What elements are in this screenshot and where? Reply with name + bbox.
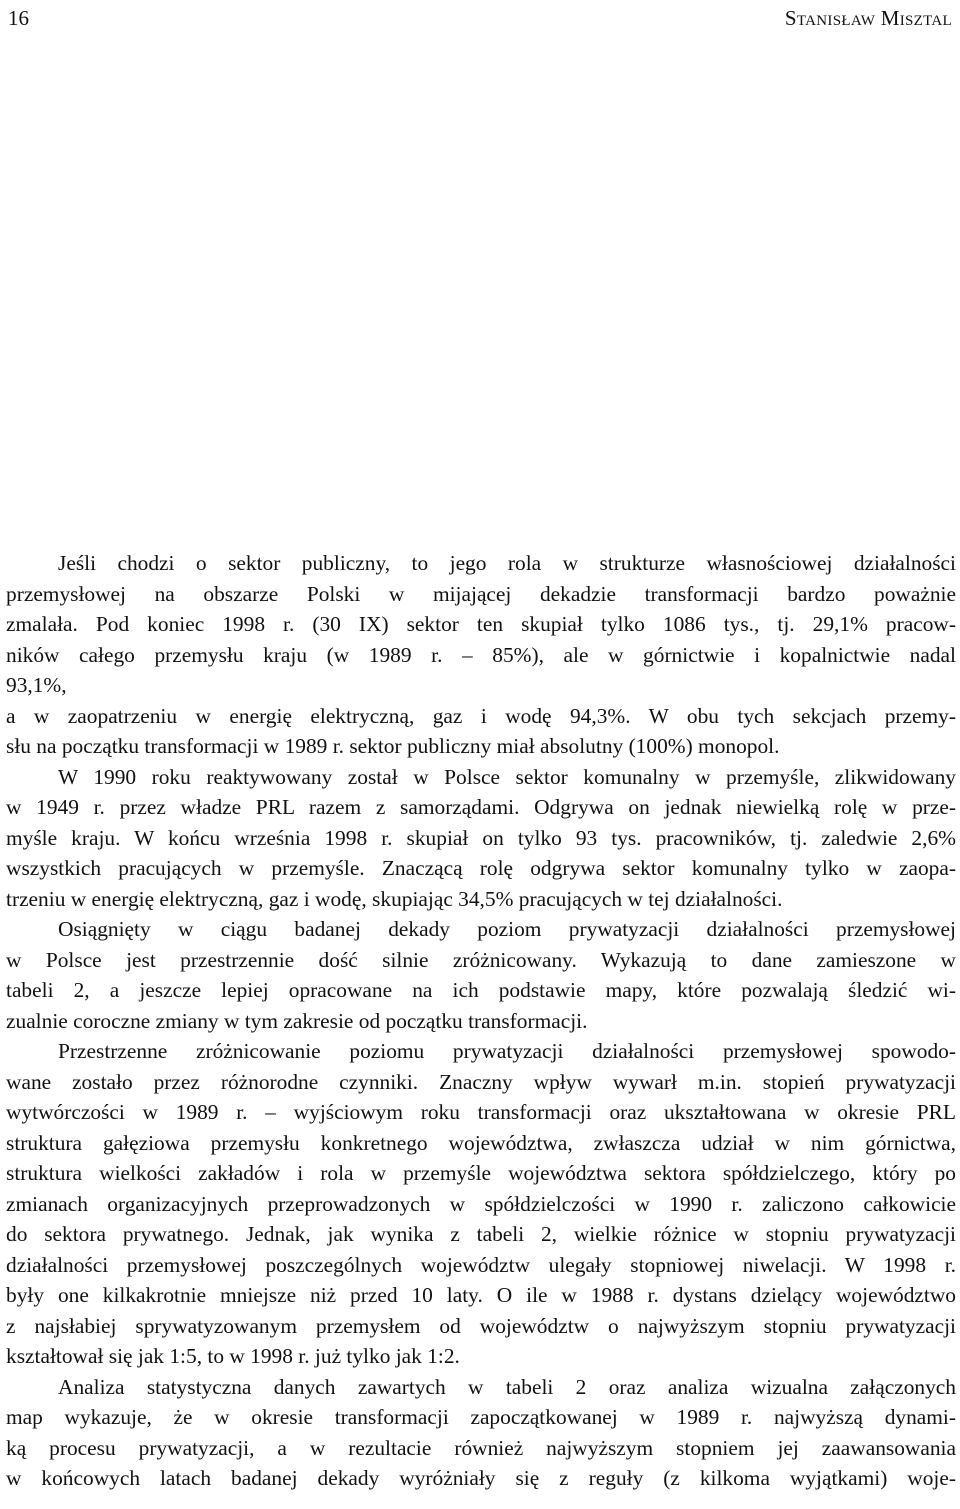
text-line: wane zostało przez różnorodne czynniki. Znaczny wpływ wywarł m.in. stopień prywatyzacji bbox=[6, 1069, 956, 1094]
text-line: trzeniu w energię elektryczną, gaz i wodę, skupiając 34,5% pracujących w tej działalności. bbox=[6, 886, 783, 911]
text-line: 93,1%, bbox=[6, 673, 67, 697]
text-line: działalności przemysłowej poszczególnych województw ulegały stopniowej niwelacji. W 1998 r. bbox=[6, 1252, 956, 1277]
text-line: zmalała. Pod koniec 1998 r. (30 IX) sektor ten skupiał tylko 1086 tys., tj. 29,1% pracow- bbox=[6, 612, 956, 636]
body-text bbox=[6, 548, 956, 1494]
text-line: z najsłabiej sprywatyzowanym przemysłem od województw o najwyższym stopniu prywatyzacji bbox=[6, 1313, 956, 1338]
running-head: Stanisław Misztal bbox=[784, 6, 952, 30]
text-line: kształtował się jak 1:5, to w 1998 r. już tylko jak 1:2. bbox=[6, 1344, 460, 1368]
text-line: tabeli 2, a jeszcze lepiej opracowane na ich podstawie mapy, które pozwalają śledzić wi- bbox=[6, 978, 956, 1002]
text-line: w Polsce jest przestrzennie dość silnie zróżnicowany. Wykazują to dane zamieszone w bbox=[6, 947, 956, 972]
text-line: zmianach organizacyjnych przeprowadzonych w spółdzielczości w 1990 r. zaliczono całkowicie bbox=[6, 1191, 956, 1216]
text-line: przemysłowej na obszarze Polski w mijającej dekadzie transformacji bardzo poważnie bbox=[6, 581, 956, 606]
text-line: Przestrzenne zróżnicowanie poziomu prywatyzacji działalności przemysłowej spowodo- bbox=[58, 1039, 956, 1063]
text-line: Analiza statystyczna danych zawartych w tabeli 2 oraz analiza wizualna załączonych bbox=[58, 1374, 956, 1399]
text-line: wszystkich pracujących w przemyśle. Znaczącą rolę odgrywa sektor komunalny tylko w zaopa- bbox=[6, 856, 956, 880]
text-line: a w zaopatrzeniu w energię elektryczną, gaz i wodę 94,3%. W obu tych sekcjach przemy- bbox=[6, 703, 956, 728]
text-line: w końcowych latach badanej dekady wyróżniały się z reguły (z kilkoma wyjątkami) woje- bbox=[6, 1466, 956, 1490]
text-line: Jeśli chodzi o sektor publiczny, to jego rola w strukturze własnościowej działalności bbox=[58, 551, 956, 575]
paragraph-communal-sector bbox=[6, 762, 956, 915]
text-line: ką procesu prywatyzacji, a w rezultacie również najwyższym stopniem jej zaawansowania bbox=[6, 1435, 956, 1460]
text-line: struktura wielkości zakładów i rola w przemyśle województwa sektora spółdzielczego, który po bbox=[6, 1161, 956, 1185]
page-header bbox=[8, 6, 952, 36]
text-line: słu na początku transformacji w 1989 r. sektor publiczny miał absolutny (100%) monopol. bbox=[6, 734, 780, 758]
paragraph-statistical-analysis bbox=[6, 1372, 956, 1494]
text-line: ników całego przemysłu kraju (w 1989 r. – 85%), ale w górnictwie i kopalnictwie nadal bbox=[6, 642, 956, 667]
paragraph-spatial-differentiation bbox=[6, 914, 956, 1036]
text-line: W 1990 roku reaktywowany został w Polsce sektor komunalny w przemyśle, zlikwidowany bbox=[58, 764, 956, 789]
paragraph-factors bbox=[6, 1036, 956, 1372]
text-line: zualnie coroczne zmiany w tym zakresie od początku transformacji. bbox=[6, 1008, 588, 1033]
text-line: były one kilkakrotnie mniejsze niż przed 10 laty. O ile w 1988 r. dystans dzielący województwo bbox=[6, 1283, 956, 1307]
text-line: w 1949 r. przez władze PRL razem z samorządami. Odgrywa on jednak niewielką rolę w prze- bbox=[6, 795, 956, 819]
text-line: Osiągnięty w ciągu badanej dekady poziom prywatyzacji działalności przemysłowej bbox=[58, 917, 956, 941]
text-line: do sektora prywatnego. Jednak, jak wynika z tabeli 2, wielkie różnice w stopniu prywatyzacji bbox=[6, 1222, 956, 1246]
text-line: map wykazuje, że w okresie transformacji zapoczątkowanej w 1989 r. najwyższą dynami- bbox=[6, 1405, 956, 1429]
text-line: myśle kraju. W końcu września 1998 r. skupiał on tylko 93 tys. pracowników, tj. zaledwie 2,6% bbox=[6, 825, 956, 850]
text-line: struktura gałęziowa przemysłu konkretnego województwa, zwłaszcza udział w nim górnictwa, bbox=[6, 1130, 956, 1155]
text-line: wytwórczości w 1989 r. – wyjściowym roku transformacji oraz ukształtowana w okresie PRL bbox=[6, 1100, 956, 1124]
page-number: 16 bbox=[8, 6, 29, 30]
paragraph-public-sector bbox=[6, 548, 956, 762]
